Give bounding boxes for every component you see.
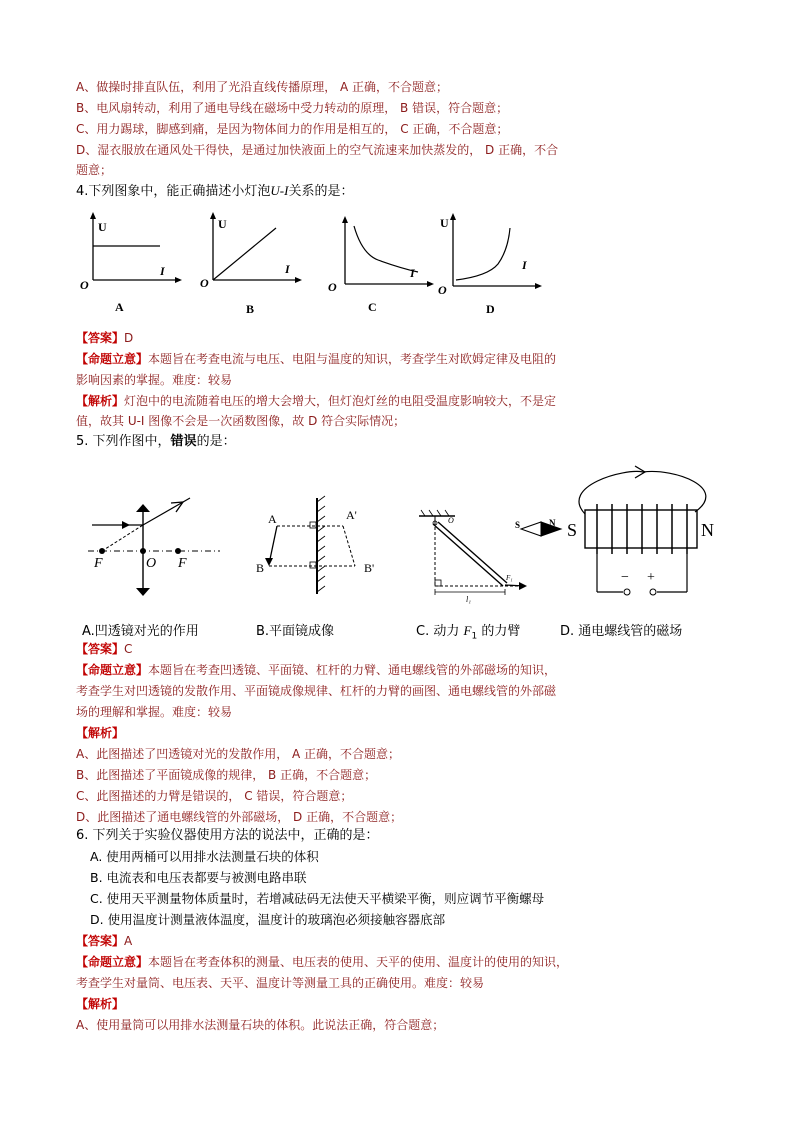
q6-intent-cont: 考查学生对量筒、电压表、天平、温度计等测量工具的正确使用。难度：较易 — [76, 976, 485, 990]
analysis-line-d-cont: 题意； — [76, 163, 113, 177]
lens-focus-right: F — [178, 556, 187, 571]
q5-title-post: 的是： — [196, 434, 236, 449]
mirror-image-b: B' — [364, 561, 375, 575]
answer-tag: 【答案】 — [76, 642, 125, 656]
question-4-title — [76, 183, 353, 200]
answer-value: D — [124, 331, 134, 345]
q5-analysis-tag: 【解析】 — [76, 726, 125, 740]
q5-analysis-a: A、此图描述了凹透镜对光的发散作用， A 正确，不合题意； — [76, 747, 401, 761]
needle-n-label: N — [549, 518, 556, 528]
intent-tag: 【命题立意】 — [76, 352, 149, 366]
plane-mirror-diagram — [255, 496, 385, 596]
graph-a-label: A — [115, 300, 124, 314]
q4-title-post: 关系的是： — [288, 184, 354, 199]
graph-d — [438, 210, 548, 300]
graph-b-label: B — [246, 302, 255, 316]
intent-tag: 【命题立意】 — [76, 663, 149, 677]
graph-a-origin: O — [80, 278, 89, 292]
q4-title-text: 4.下列图象中，能正确描述小灯泡 — [76, 184, 271, 199]
caption-c-sub: 1 — [471, 631, 478, 642]
graph-a — [78, 208, 188, 298]
graph-c — [330, 212, 440, 302]
analysis-tag: 【解析】 — [76, 394, 125, 408]
intent-text: 本题旨在考查凹透镜、平面镜、杠杆的力臂、通电螺线管的外部磁场的知识， — [148, 663, 557, 677]
mirror-point-b: B — [256, 561, 265, 575]
lever-force: F₁ — [506, 574, 513, 582]
graph-c-label: C — [368, 300, 377, 314]
analysis-line-a: A、做操时排直队伍，利用了光沿直线传播原理， A 正确，不合题意； — [76, 80, 449, 94]
graph-d-x-label: I — [522, 258, 527, 272]
question-5-title — [76, 434, 236, 450]
graph-b — [198, 208, 308, 298]
lens-focus-left: F — [94, 556, 103, 571]
q4-analysis — [76, 393, 556, 409]
graph-b-x-label: I — [285, 262, 290, 276]
concave-lens-diagram — [80, 490, 230, 590]
q6-option-c: C. 使用天平测量物体质量时，若增减砝码无法使天平横梁平衡，则应调节平衡螺母 — [90, 891, 545, 906]
graph-d-label: D — [486, 302, 495, 316]
caption-c-var: F — [463, 623, 472, 638]
battery-minus: − — [621, 570, 629, 585]
q5-title-bold: 错误 — [170, 434, 197, 449]
intent-text: 本题旨在考查电流与电压、电阻与温度的知识，考查学生对欧姆定律及电阻的 — [148, 352, 557, 366]
q5-title-text: 5. 下列作图中， — [76, 434, 171, 449]
q6-option-d: D. 使用温度计测量液体温度，温度计的玻璃泡必须接触容器底部 — [90, 912, 446, 927]
graph-d-origin: O — [438, 283, 447, 297]
answer-value: A — [124, 934, 133, 948]
q5-intent-cont-2: 场的理解和掌握。难度：较易 — [76, 705, 233, 719]
q6-option-b: B. 电流表和电压表都要与被测电路串联 — [90, 870, 307, 885]
solenoid-right-pole: N — [701, 520, 714, 540]
graph-b-y-label: U — [218, 217, 227, 231]
lever-pivot: O — [448, 516, 454, 525]
analysis-line-b: B、电风扇转动，利用了通电导线在磁场中受力转动的原理， B 错误，符合题意； — [76, 101, 509, 115]
intent-text: 本题旨在考查体积的测量、电压表的使用、天平的使用、温度计的使用的知识， — [148, 955, 569, 969]
intent-tag: 【命题立意】 — [76, 955, 149, 969]
graph-b-origin: O — [200, 276, 209, 290]
caption-c-post: 的力臂 — [481, 624, 521, 639]
q5-analysis-c: C、此图描述的力臂是错误的， C 错误，符合题意； — [76, 789, 353, 803]
needle-s-label: S — [515, 520, 521, 530]
answer-tag: 【答案】 — [76, 934, 125, 948]
graph-a-y-label: U — [98, 220, 107, 234]
graph-a-x-label: I — [160, 264, 165, 278]
graph-c-origin: O — [328, 280, 337, 294]
q4-analysis-cont: 值，故其 U-I 图像不会是一次函数图像，故 D 符合实际情况； — [76, 414, 406, 428]
q5-intent-cont-1: 考查学生对凹透镜的发散作用、平面镜成像规律、杠杆的力臂的画图、通电螺线管的外部磁 — [76, 684, 557, 698]
graph-d-y-label: U — [440, 216, 449, 230]
q4-intent — [76, 351, 556, 367]
analysis-line-d: D、湿衣服放在通风处干得快，是通过加快液面上的空气流速来加快蒸发的， D 正确，不合 — [76, 143, 559, 157]
lever-arm-label: l₁ — [466, 595, 472, 604]
q5-intent — [76, 662, 556, 678]
graph-c-x-label: I — [410, 266, 415, 280]
q5-analysis-b: B、此图描述了平面镜成像的规律， B 正确，不合题意； — [76, 768, 377, 782]
q5-analysis-d: D、此图描述了通电螺线管的外部磁场， D 正确，不合题意； — [76, 810, 403, 824]
analysis-text: 灯泡中的电流随着电压的增大会增大，但灯泡灯丝的电阻受温度影响较大，不是定 — [124, 394, 557, 408]
answer-tag: 【答案】 — [76, 331, 125, 345]
caption-d: D. 通电螺线管的磁场 — [560, 624, 683, 639]
caption-b: B.平面镜成像 — [256, 624, 335, 639]
caption-a: A.凹透镜对光的作用 — [82, 624, 199, 639]
q6-answer — [76, 933, 132, 949]
battery-plus: + — [647, 570, 655, 585]
analysis-line-c: C、用力踢球，脚感到痛，是因为物体间力的作用是相互的， C 正确，不合题意； — [76, 122, 509, 136]
q6-analysis-tag: 【解析】 — [76, 997, 125, 1011]
caption-c — [416, 620, 520, 642]
q4-title-var: U-I — [270, 183, 289, 198]
mirror-image-a: A' — [346, 508, 357, 522]
mirror-point-a: A — [268, 512, 277, 526]
q6-intent — [76, 954, 568, 970]
q5-answer — [76, 641, 132, 657]
solenoid-left-pole: S — [567, 520, 578, 540]
caption-c-pre: C. 动力 — [416, 624, 460, 639]
q6-option-a: A. 使用两桶可以用排水法测量石块的体积 — [90, 849, 319, 864]
q4-answer — [76, 330, 133, 346]
question-6-title: 6. 下列关于实验仪器使用方法的说法中，正确的是： — [76, 828, 379, 843]
answer-value: C — [124, 642, 133, 656]
lens-center: O — [146, 556, 157, 571]
q4-intent-cont: 影响因素的掌握。难度：较易 — [76, 373, 233, 387]
q6-analysis-a: A、使用量筒可以用排水法测量石块的体积。此说法正确，符合题意； — [76, 1018, 445, 1032]
